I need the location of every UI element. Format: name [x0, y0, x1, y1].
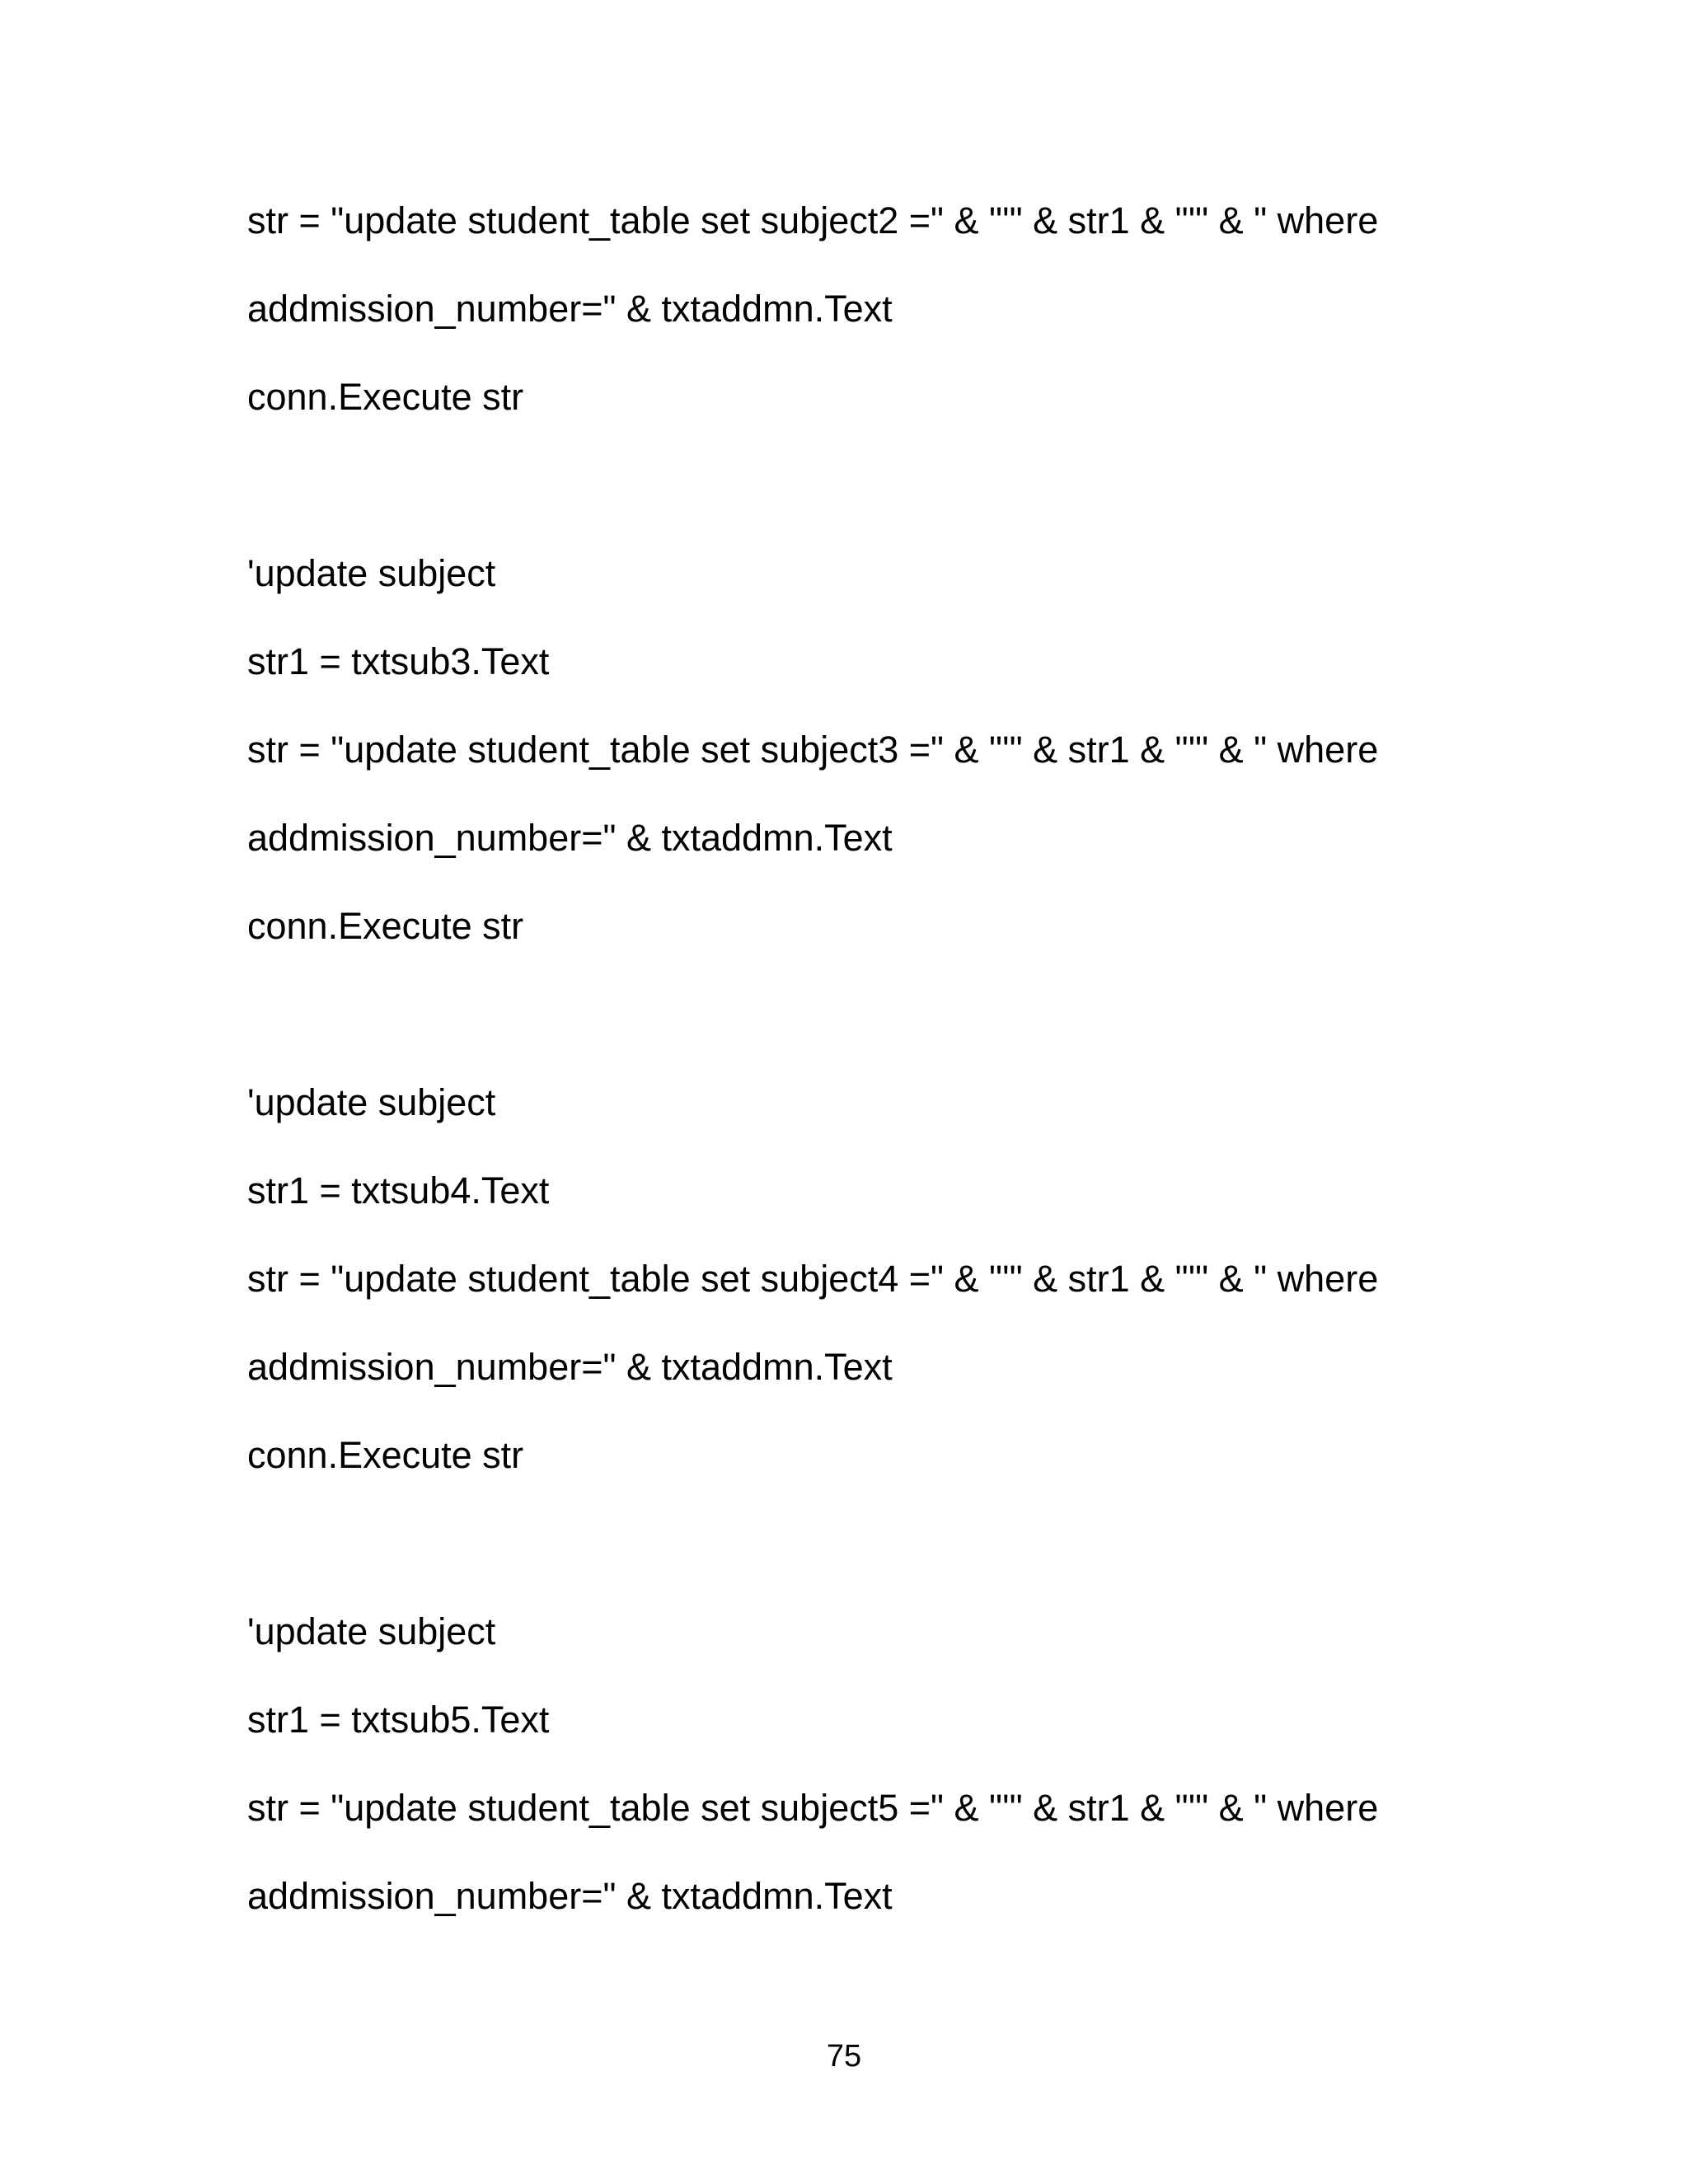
code-line: str = "update student_table set subject5 =" & "'" & str1 & "'" & " where: [247, 1787, 1379, 1829]
code-comment: 'update subject: [247, 1081, 496, 1123]
code-line: str = "update student_table set subject3 =" & "'" & str1 & "'" & " where: [247, 729, 1379, 771]
code-line: conn.Execute str: [247, 1434, 524, 1476]
code-line: str = "update student_table set subject2 =" & "'" & str1 & "'" & " where: [247, 199, 1379, 241]
code-line: str1 = txtsub3.Text: [247, 640, 550, 682]
code-line: addmission_number=" & txtaddmn.Text: [247, 1875, 893, 1917]
page-number: 75: [826, 2039, 862, 2074]
code-line: conn.Execute str: [247, 905, 524, 947]
code-line: conn.Execute str: [247, 376, 524, 418]
code-line: str1 = txtsub4.Text: [247, 1169, 550, 1212]
code-line: str1 = txtsub5.Text: [247, 1699, 550, 1741]
code-line: addmission_number=" & txtaddmn.Text: [247, 817, 893, 859]
code-line: addmission_number=" & txtaddmn.Text: [247, 1346, 893, 1388]
code-line: str = "update student_table set subject4 =" & "'" & str1 & "'" & " where: [247, 1258, 1379, 1300]
code-line: addmission_number=" & txtaddmn.Text: [247, 288, 893, 330]
code-comment: 'update subject: [247, 1610, 496, 1652]
code-comment: 'update subject: [247, 552, 496, 594]
